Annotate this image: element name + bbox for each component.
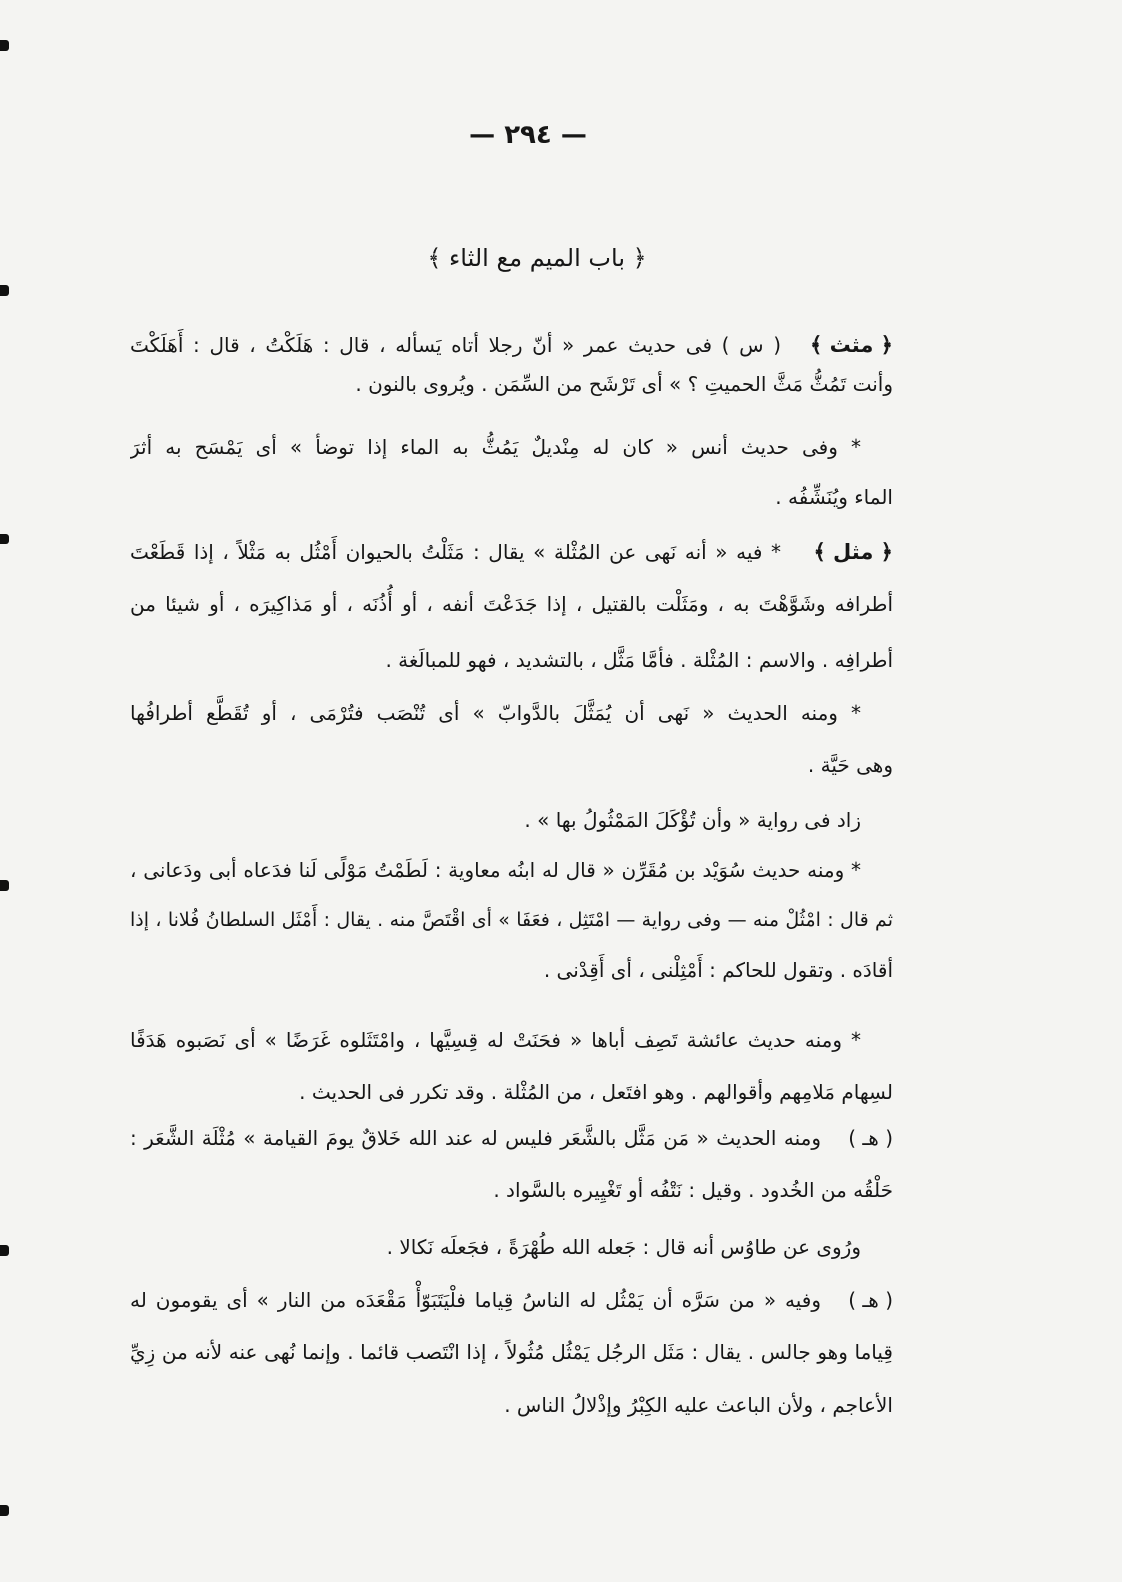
text-line: ورُوى عن طاوُس أنه قال : جَعله الله طُهْرَةً ، فجَعلَه نَكالا . [386,1235,861,1259]
entry-headword: ﴿ مثث ﴾ [809,333,893,357]
text-line-body: * فيه « أنه نَهى عن المُثْلة » يقال : مَثَلْتُ بالحيوان أَمْثُل به مَثْلاً ، إذا قَطَعْتَ [130,540,781,564]
scan-edge-mark [0,1505,9,1516]
scan-edge-mark [0,534,9,544]
text-line: أقادَه . وتقول للحاكم : أَمْثِلْنى ، أى أَقِدْنى . [543,958,893,982]
text-line: حَلْقُه من الخُدود . وقيل : نَتْفُه أو تَغْيِيره بالسَّواد . [493,1178,893,1202]
text-line-body: وفيه « من سَرَّه أن يَمْثُل له الناسُ قِياما فلْيَتَبَوّأْ مَقْعَدَه من النار » أى يقومون له [130,1288,821,1312]
text-line: قِياما وهو جالس . يقال : مَثَل الرجُل يَمْثُل مُثُولاً ، إذا انْتَصب قائما . وإنما نُهى عنه لأنه من زِيِّ [130,1340,893,1364]
text-line: * ومنه الحديث « نَهى أن يُمَثَّلَ بالدَّوابّ » أى تُنْصَب فتُرْمَى ، أو تُقَطَّع أطرافُها [130,701,861,725]
source-marker: ( هـ ) [848,1126,893,1150]
chapter-title: ﴿ باب الميم مع الثاء ﴾ [427,244,647,272]
text-line [130,1116,893,1160]
text-line: * ومنه حديث عائشة تَصِف أباها « فحَنَتْ له قِسِيَّها ، وامْتَثَلوه غَرَضًا » أى نَصَبوه هَدَفًا [130,1028,861,1052]
page-number: — ٢٩٤ — [469,120,587,150]
text-line [130,323,893,367]
text-line-body: ( س ) فى حديث عمر « أنّ رجلا أتاه يَسأله ، قال : هَلَكْتُ ، قال : أَهَلَكْتَ [130,333,781,357]
text-line: أطرافِه . والاسم : المُثْلة . فأمَّا مَثَّل ، بالتشديد ، فهو للمبالَغة . [385,648,893,672]
text-line: لسِهام مَلامِهم وأقوالهم . وهو افتَعل ، من المُثْلة . وقد تكرر فى الحديث . [299,1080,893,1104]
text-line: * وفى حديث أنس « كان له مِنْديلٌ يَمُثُّ به الماء إذا توضأ » أى يَمْسَح به أثرَ [130,435,861,459]
text-line [130,1278,893,1322]
scan-edge-mark [0,285,9,296]
entry-headword: ﴿ مثل ﴾ [813,540,893,564]
text-line: الماء ويُنَشِّفُه . [775,485,893,509]
text-line: أطرافه وشَوَّهْتَ به ، ومَثَلْت بالقتيل ، إذا جَدَعْتَ أنفه ، أو أُذُنَه ، أو مَذاكِيرَه ، أو شيئا من [130,592,893,616]
text-line: * ومنه حديث سُوَيْد بن مُقَرِّن « قال له ابنُه معاوية : لَطَمْتُ مَوْلًى لَنا فدَعاه أبى ودَعانى ، [130,858,861,882]
scan-edge-mark [0,40,9,51]
text-line: وهى حَيَّة . [807,753,893,777]
source-marker: ( هـ ) [848,1288,893,1312]
text-line [130,530,893,574]
text-line: زاد فى رواية « وأن تُؤْكَلَ المَمْثُولُ بها » . [524,808,861,832]
text-line: الأعاجم ، ولأن الباعث عليه الكِبْرُ وإذْلالُ الناس . [504,1393,893,1417]
scan-edge-mark [0,1245,9,1256]
text-line: ثم قال : امْثُلْ منه — وفى رواية — امْتَثِل ، فعَفَا » أى اقْتَصَّ منه . يقال : أَمْثَل السلطانُ فُلانا ، إذا [130,909,893,931]
scan-edge-mark [0,880,9,891]
text-line-body: ومنه الحديث « مَن مَثَّل بالشَّعَر فليس له عند الله خَلاقٌ يومَ القيامة » مُثْلَة الشَّعَر : [130,1126,821,1150]
text-line: وأنت تَمُثُّ مَثَّ الحميتِ ؟ » أى تَرْشَح من السِّمَن . ويُروى بالنون . [355,372,893,396]
